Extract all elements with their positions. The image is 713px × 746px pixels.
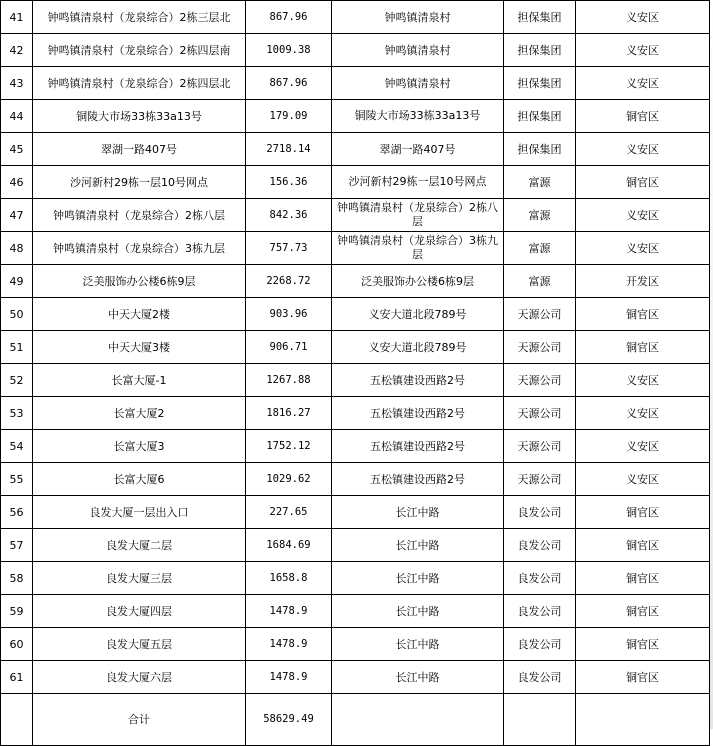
district-cell: 铜官区 (576, 562, 710, 595)
row-number-cell: 45 (1, 133, 33, 166)
owner-cell: 天源公司 (504, 298, 576, 331)
row-number-cell: 41 (1, 1, 33, 34)
owner-cell: 富源 (504, 166, 576, 199)
owner-cell: 担保集团 (504, 34, 576, 67)
area-cell: 906.71 (246, 331, 332, 364)
area-cell: 227.65 (246, 496, 332, 529)
total-address-cell (332, 694, 504, 746)
address-cell: 泛美服饰办公楼6栋9层 (332, 265, 504, 298)
table-row (1, 100, 710, 133)
address-cell: 长江中路 (332, 661, 504, 694)
property-name-cell: 翠湖一路407号 (33, 133, 246, 166)
area-cell: 1009.38 (246, 34, 332, 67)
table-row (1, 496, 710, 529)
area-cell: 2718.14 (246, 133, 332, 166)
address-cell: 义安大道北段789号 (332, 298, 504, 331)
district-cell: 铜官区 (576, 661, 710, 694)
row-number-cell: 56 (1, 496, 33, 529)
address-cell: 五松镇建设西路2号 (332, 430, 504, 463)
property-name-cell: 良发大厦六层 (33, 661, 246, 694)
district-cell: 义安区 (576, 133, 710, 166)
row-number-cell: 53 (1, 397, 33, 430)
row-number-cell: 43 (1, 67, 33, 100)
address-cell: 义安大道北段789号 (332, 331, 504, 364)
district-cell: 义安区 (576, 34, 710, 67)
area-cell: 156.36 (246, 166, 332, 199)
address-cell: 五松镇建设西路2号 (332, 463, 504, 496)
property-name-cell: 中天大厦2楼 (33, 298, 246, 331)
address-cell: 钟鸣镇清泉村 (332, 67, 504, 100)
table-row (1, 265, 710, 298)
area-cell: 1752.12 (246, 430, 332, 463)
table-row (1, 34, 710, 67)
row-number-cell: 51 (1, 331, 33, 364)
district-cell: 开发区 (576, 265, 710, 298)
area-cell: 757.73 (246, 232, 332, 265)
area-cell: 1478.9 (246, 628, 332, 661)
address-cell: 长江中路 (332, 595, 504, 628)
row-number-cell: 57 (1, 529, 33, 562)
row-number-cell: 49 (1, 265, 33, 298)
district-cell: 铜官区 (576, 628, 710, 661)
area-cell: 903.96 (246, 298, 332, 331)
property-name-cell: 长富大厦6 (33, 463, 246, 496)
address-cell: 五松镇建设西路2号 (332, 364, 504, 397)
area-cell: 179.09 (246, 100, 332, 133)
owner-cell: 天源公司 (504, 463, 576, 496)
property-name-cell: 泛美服饰办公楼6栋9层 (33, 265, 246, 298)
property-name-cell: 钟鸣镇清泉村（龙泉综合）2栋四层北 (33, 67, 246, 100)
address-cell: 铜陵大市场33栋33a13号 (332, 100, 504, 133)
area-cell: 1684.69 (246, 529, 332, 562)
property-name-cell: 沙河新村29栋一层10号网点 (33, 166, 246, 199)
property-name-cell: 长富大厦3 (33, 430, 246, 463)
table-row (1, 430, 710, 463)
address-cell: 长江中路 (332, 562, 504, 595)
district-cell: 铜官区 (576, 298, 710, 331)
row-number-cell: 58 (1, 562, 33, 595)
table-row (1, 298, 710, 331)
area-cell: 2268.72 (246, 265, 332, 298)
owner-cell: 天源公司 (504, 364, 576, 397)
owner-cell: 良发公司 (504, 628, 576, 661)
table-row (1, 232, 710, 265)
table-row (1, 562, 710, 595)
property-name-cell: 良发大厦一层出入口 (33, 496, 246, 529)
area-cell: 867.96 (246, 1, 332, 34)
owner-cell: 富源 (504, 199, 576, 232)
row-number-cell: 52 (1, 364, 33, 397)
property-name-cell: 钟鸣镇清泉村（龙泉综合）3栋九层 (33, 232, 246, 265)
table-row (1, 67, 710, 100)
property-name-cell: 钟鸣镇清泉村（龙泉综合）2栋四层南 (33, 34, 246, 67)
total-district-cell (576, 694, 710, 746)
table-row (1, 199, 710, 232)
total-owner-cell (504, 694, 576, 746)
district-cell: 铜官区 (576, 100, 710, 133)
address-cell: 钟鸣镇清泉村（龙泉综合）3栋九层 (332, 232, 504, 265)
district-cell: 铜官区 (576, 166, 710, 199)
table-row (1, 397, 710, 430)
area-cell: 1478.9 (246, 661, 332, 694)
district-cell: 义安区 (576, 364, 710, 397)
owner-cell: 担保集团 (504, 133, 576, 166)
district-cell: 铜官区 (576, 595, 710, 628)
table-row (1, 166, 710, 199)
row-number-cell: 42 (1, 34, 33, 67)
owner-cell: 良发公司 (504, 529, 576, 562)
row-number-cell: 47 (1, 199, 33, 232)
owner-cell: 良发公司 (504, 562, 576, 595)
table-row (1, 463, 710, 496)
address-cell: 沙河新村29栋一层10号网点 (332, 166, 504, 199)
property-name-cell: 长富大厦2 (33, 397, 246, 430)
address-cell: 长江中路 (332, 529, 504, 562)
table-row (1, 331, 710, 364)
area-cell: 1658.8 (246, 562, 332, 595)
owner-cell: 富源 (504, 232, 576, 265)
property-name-cell: 长富大厦-1 (33, 364, 246, 397)
table-row (1, 1, 710, 34)
property-name-cell: 良发大厦二层 (33, 529, 246, 562)
address-cell: 钟鸣镇清泉村 (332, 1, 504, 34)
table-row (1, 133, 710, 166)
owner-cell: 担保集团 (504, 100, 576, 133)
owner-cell: 富源 (504, 265, 576, 298)
address-cell: 长江中路 (332, 496, 504, 529)
total-area-cell: 58629.49 (246, 694, 332, 746)
property-name-cell: 良发大厦五层 (33, 628, 246, 661)
district-cell: 义安区 (576, 232, 710, 265)
address-cell: 长江中路 (332, 628, 504, 661)
district-cell: 义安区 (576, 397, 710, 430)
row-number-cell: 46 (1, 166, 33, 199)
row-number-cell: 60 (1, 628, 33, 661)
row-number-cell: 44 (1, 100, 33, 133)
district-cell: 义安区 (576, 430, 710, 463)
district-cell: 铜官区 (576, 496, 710, 529)
area-cell: 1816.27 (246, 397, 332, 430)
row-number-cell: 55 (1, 463, 33, 496)
owner-cell: 天源公司 (504, 331, 576, 364)
property-name-cell: 良发大厦三层 (33, 562, 246, 595)
owner-cell: 天源公司 (504, 397, 576, 430)
area-cell: 867.96 (246, 67, 332, 100)
owner-cell: 担保集团 (504, 1, 576, 34)
area-cell: 1029.62 (246, 463, 332, 496)
row-number-cell: 50 (1, 298, 33, 331)
total-row (1, 694, 710, 746)
address-cell: 钟鸣镇清泉村（龙泉综合）2栋八层 (332, 199, 504, 232)
area-cell: 1478.9 (246, 595, 332, 628)
district-cell: 义安区 (576, 67, 710, 100)
table-row (1, 595, 710, 628)
district-cell: 义安区 (576, 199, 710, 232)
table-row (1, 661, 710, 694)
table-row (1, 628, 710, 661)
area-cell: 1267.88 (246, 364, 332, 397)
property-name-cell: 铜陵大市场33栋33a13号 (33, 100, 246, 133)
area-cell: 842.36 (246, 199, 332, 232)
table-row (1, 364, 710, 397)
row-number-cell: 48 (1, 232, 33, 265)
total-no-cell (1, 694, 33, 746)
table-body (1, 1, 710, 694)
address-cell: 翠湖一路407号 (332, 133, 504, 166)
address-cell: 五松镇建设西路2号 (332, 397, 504, 430)
owner-cell: 天源公司 (504, 430, 576, 463)
district-cell: 铜官区 (576, 331, 710, 364)
row-number-cell: 59 (1, 595, 33, 628)
district-cell: 铜官区 (576, 529, 710, 562)
owner-cell: 良发公司 (504, 496, 576, 529)
property-name-cell: 钟鸣镇清泉村（龙泉综合）2栋八层 (33, 199, 246, 232)
address-cell: 钟鸣镇清泉村 (332, 34, 504, 67)
property-name-cell: 良发大厦四层 (33, 595, 246, 628)
owner-cell: 良发公司 (504, 661, 576, 694)
district-cell: 义安区 (576, 463, 710, 496)
total-label-cell: 合计 (33, 694, 246, 746)
row-number-cell: 61 (1, 661, 33, 694)
property-name-cell: 中天大厦3楼 (33, 331, 246, 364)
district-cell: 义安区 (576, 1, 710, 34)
row-number-cell: 54 (1, 430, 33, 463)
table-row (1, 529, 710, 562)
property-name-cell: 钟鸣镇清泉村（龙泉综合）2栋三层北 (33, 1, 246, 34)
owner-cell: 担保集团 (504, 67, 576, 100)
owner-cell: 良发公司 (504, 595, 576, 628)
